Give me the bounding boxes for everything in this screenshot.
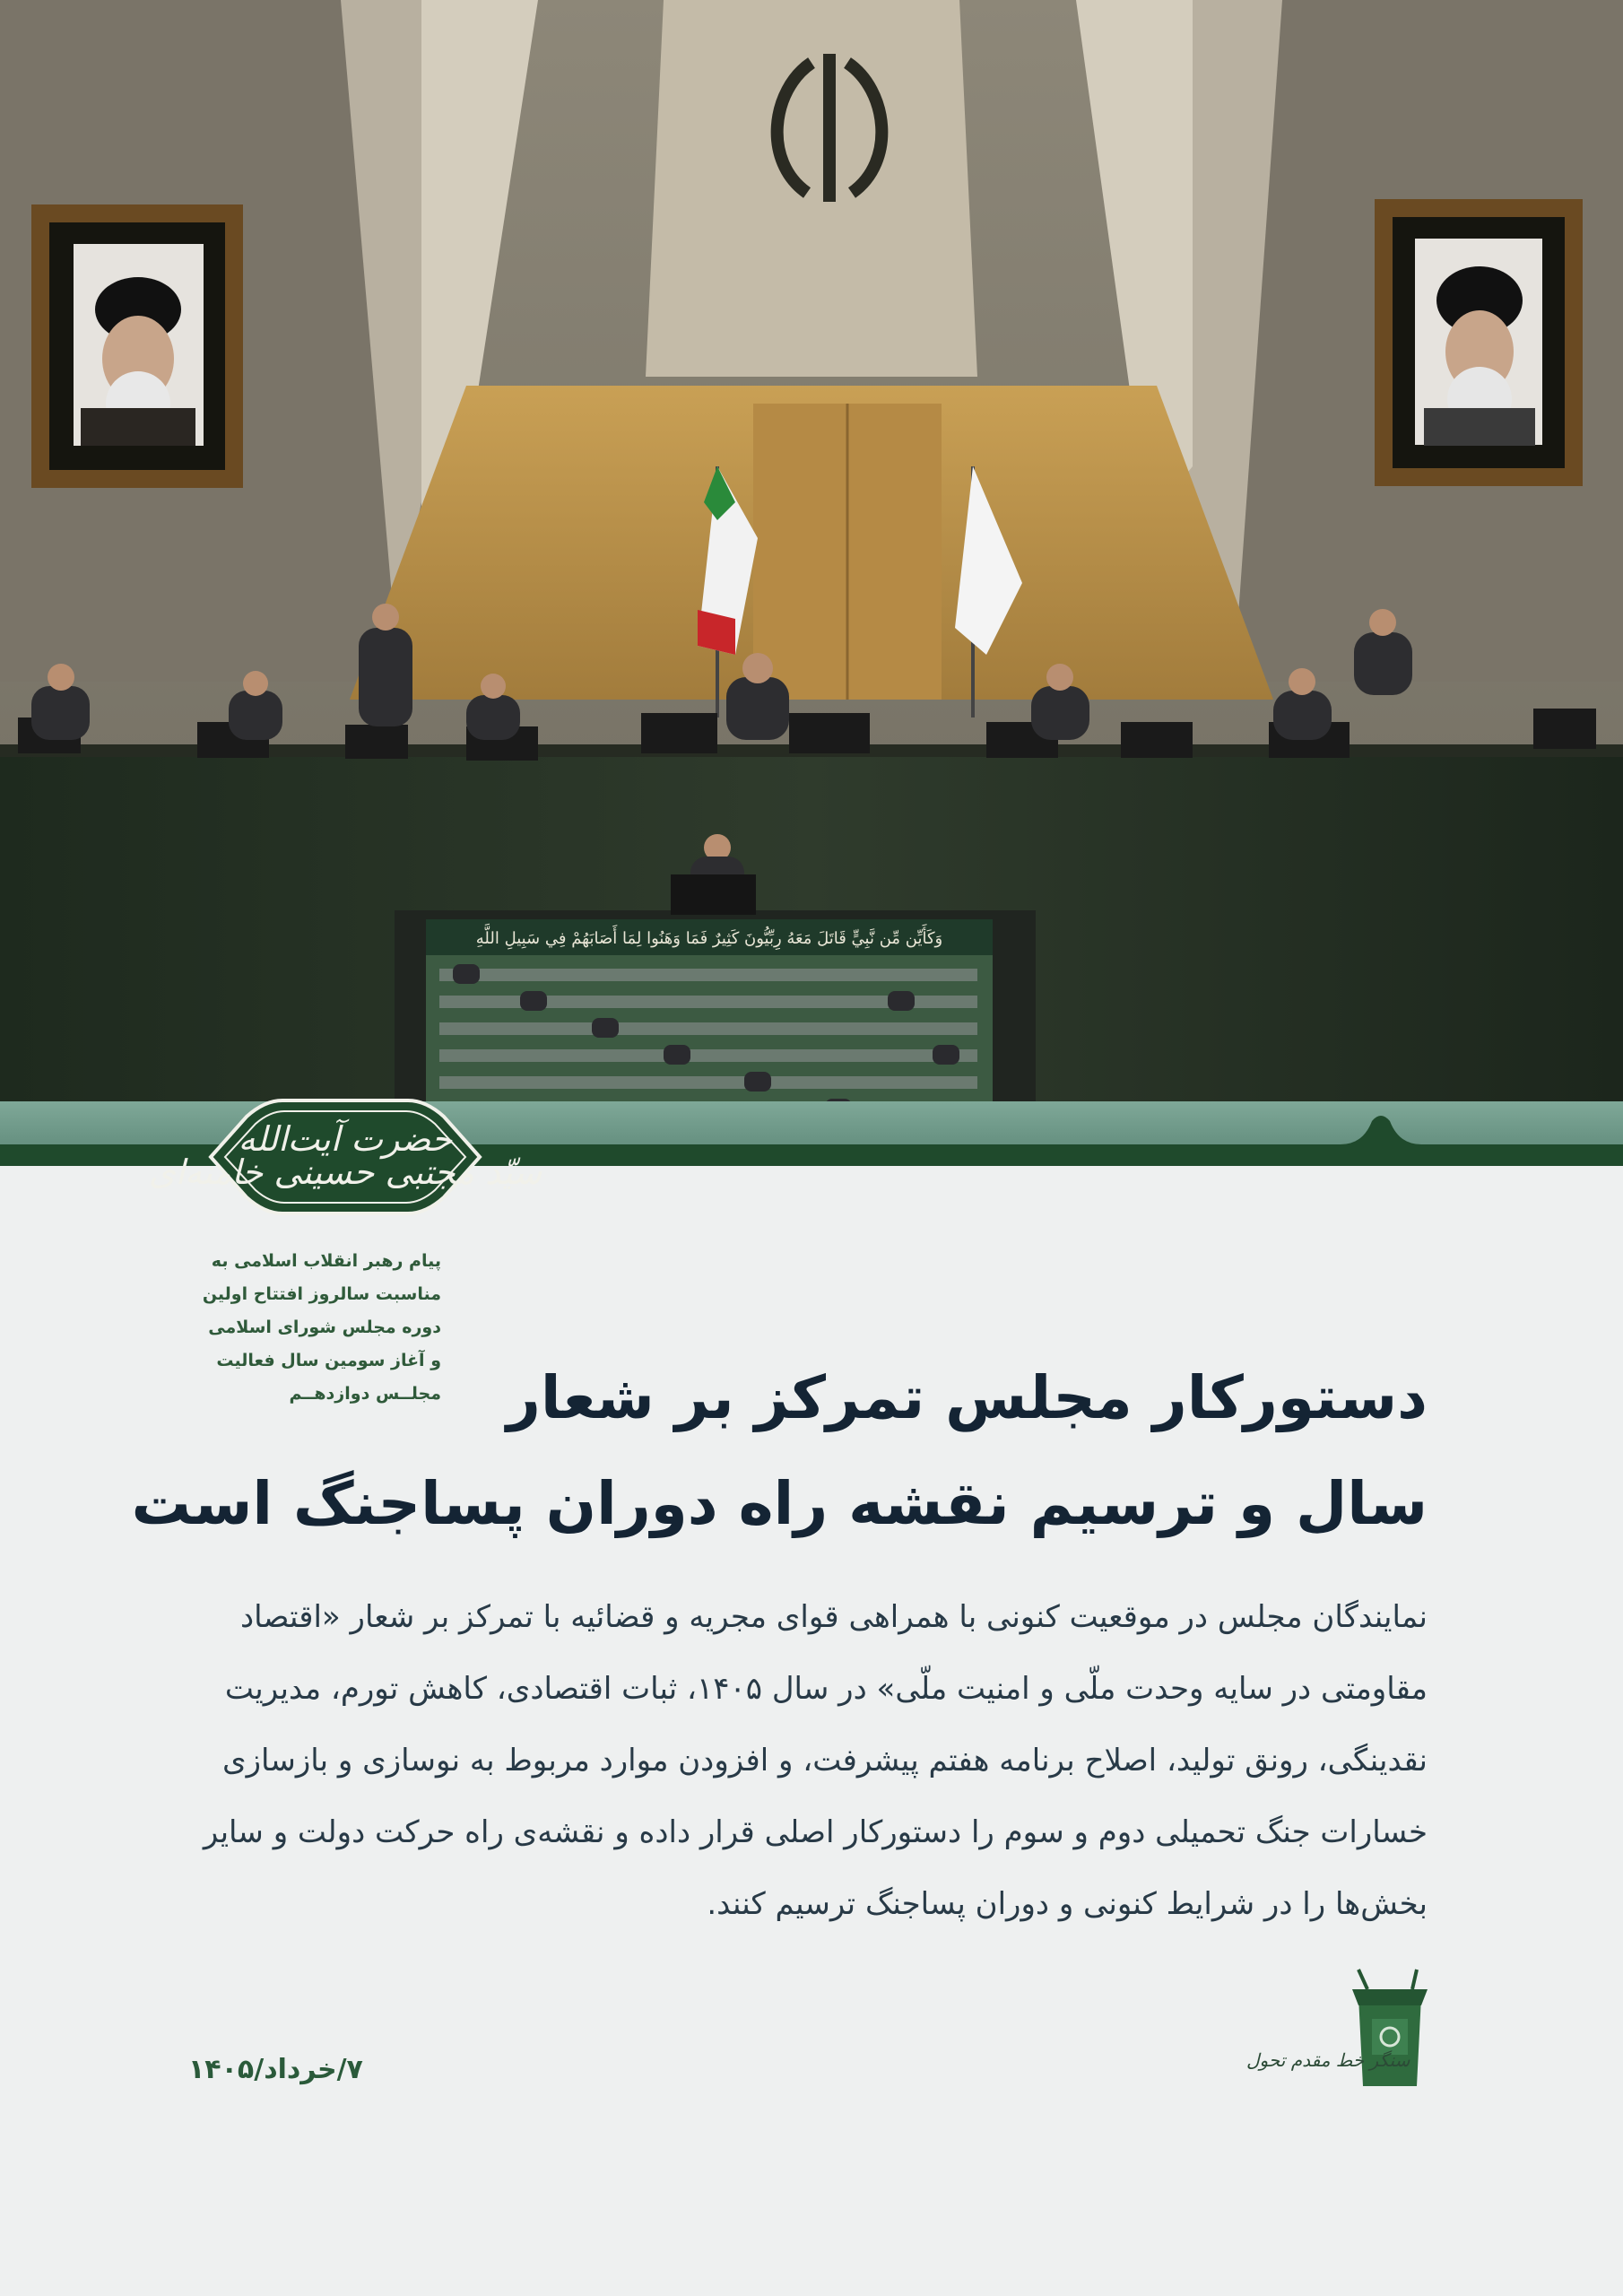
occasion-line: پیام رهبر انقلاب اسلامی به bbox=[211, 1251, 441, 1271]
headline bbox=[131, 1345, 1428, 1557]
screen-banner: وَكَأَيِّن مِّن نَّبِيٍّ قَاتَلَ مَعَهُ رِبِّيُّونَ كَثِيرٌ فَمَا وَهَنُوا لِمَا أَصَابَهُمْ فِي سَبِيلِ اللَّهِ bbox=[475, 929, 943, 948]
occasion-line: مجلــس دوازدهــم bbox=[289, 1384, 441, 1404]
seal-line2: سیّد مجتبی حسینی خامنه‌ای bbox=[148, 1152, 542, 1192]
publish-date: ۷/خرداد/۱۴۰۵ bbox=[188, 2054, 363, 2085]
occasion-line: دوره مجلس شورای اسلامی bbox=[208, 1318, 441, 1337]
body-line: مقاومتی در سایه وحدت ملّی و امنیت ملّی» در سال ۱۴۰۵، ثبات اقتصادی، کاهش تورم، مدیریت bbox=[224, 1671, 1428, 1707]
occasion-line: مناسبت سالروز افتتاح اولین bbox=[202, 1284, 441, 1304]
podium-logo bbox=[1237, 1970, 1430, 2091]
body-line: نقدینگی، رونق تولید، اصلاح برنامه هفتم پیشرفت، و افزودن موارد مربوط به نوسازی و بازسازی bbox=[222, 1743, 1428, 1779]
seal-line1: حضرت آیت‌الله bbox=[238, 1119, 453, 1159]
headline-line: سال و ترسیم نقشه راه دوران پساجنگ است bbox=[131, 1469, 1428, 1538]
body-line: بخش‌ها را در شرایط کنونی و دوران پساجنگ ترسیم کنند. bbox=[707, 1886, 1428, 1922]
occasion-line: و آغاز سومین سال فعالیت bbox=[216, 1351, 441, 1370]
body-paragraph bbox=[172, 1581, 1428, 1940]
calligraphy-seal bbox=[148, 1081, 542, 1233]
body-line: خسارات جنگ تحمیلی دوم و سوم را دستورکار اصلی قرار داده و نقشه‌ی راه حرکت دولت و سایر bbox=[203, 1814, 1428, 1850]
body-line: نمایندگان مجلس در موقعیت کنونی با همراهی قوای مجریه و قضائیه با تمرکز بر شعار «اقتصاد bbox=[239, 1599, 1428, 1635]
headline-line: دستورکار مجلس تمرکز بر شعار bbox=[506, 1363, 1428, 1432]
logo-caption: سنگر خط مقدم تحول bbox=[1246, 2049, 1410, 2071]
